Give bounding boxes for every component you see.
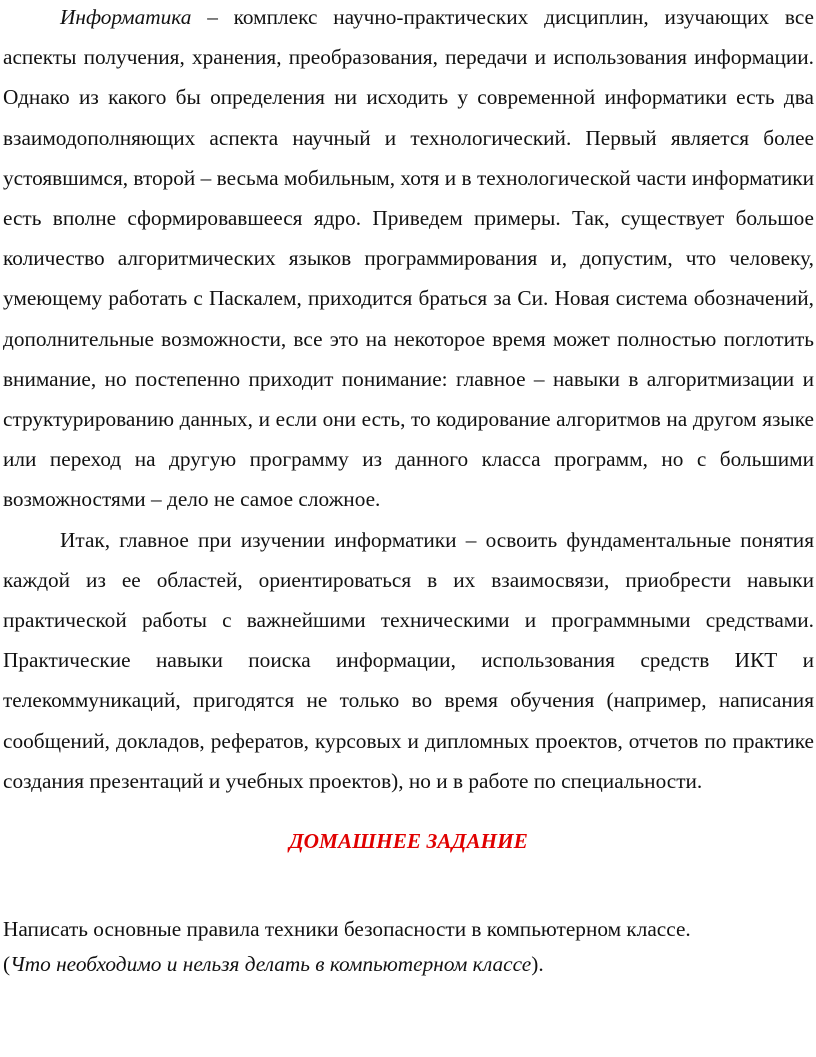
homework-note-text: Что необходимо и нельзя делать в компьютерном классе [10,952,532,977]
document-page [3,0,814,982]
homework-task: Написать основные правила техники безопасности в компьютерном классе. [3,917,691,942]
lead-term: Информатика [60,5,192,29]
homework-note [3,947,814,982]
homework-note-close: ). [531,952,544,977]
homework-heading-block [3,801,814,912]
homework-heading: ДОМАШНЕЕ ЗАДАНИЕ [289,829,528,854]
homework-note-open: ( [3,952,11,977]
paragraph-1-text: – комплекс научно-практических дисциплин, изучающих все аспекты получения, хранения, преобразования, передачи и использования информации. Однако из какого бы определения ни исходить у современной информатики есть два взаимодополняющих аспекта научный и технологический. Первый является более устоявшимся, второй – весьма мобильным, хотя и в технологической части информатики есть вполне сформировавшееся ядро. Приведем примеры. Так, существует большое количество алгоритмических языков программирования и, допустим, что человеку, умеющему работать с Паскалем, приходится браться за Си. Новая система обозначений, дополнительные возможности, все это на некоторое время может полностью поглотить внимание, но постепенно приходит понимание: главное – навыки в алгоритмизации и структурированию данных, и если они есть, то кодирование алгоритмов на другом языке или переход на другую программу из данного класса программ, но с большими возможностями – дело не самое сложное. [3,5,814,512]
paragraph-2-text: Итак, главное при изучении информатики – освоить фундаментальные понятия каждой из ее областей, ориентироваться в их взаимосвязи, приобрести навыки практической работы с важнейшими техническими и программными средствами. Практические навыки поиска информации, использования средств ИКТ и телекоммуникаций, пригодятся не только во время обучения (например, написания сообщений, докладов, рефератов, курсовых и дипломных проектов, отчетов по практике создания презентаций и учебных проектов), но и в работе по специальности. [3,527,814,793]
paragraph-main-goal [3,520,814,801]
paragraph-informatics-definition [3,0,814,520]
